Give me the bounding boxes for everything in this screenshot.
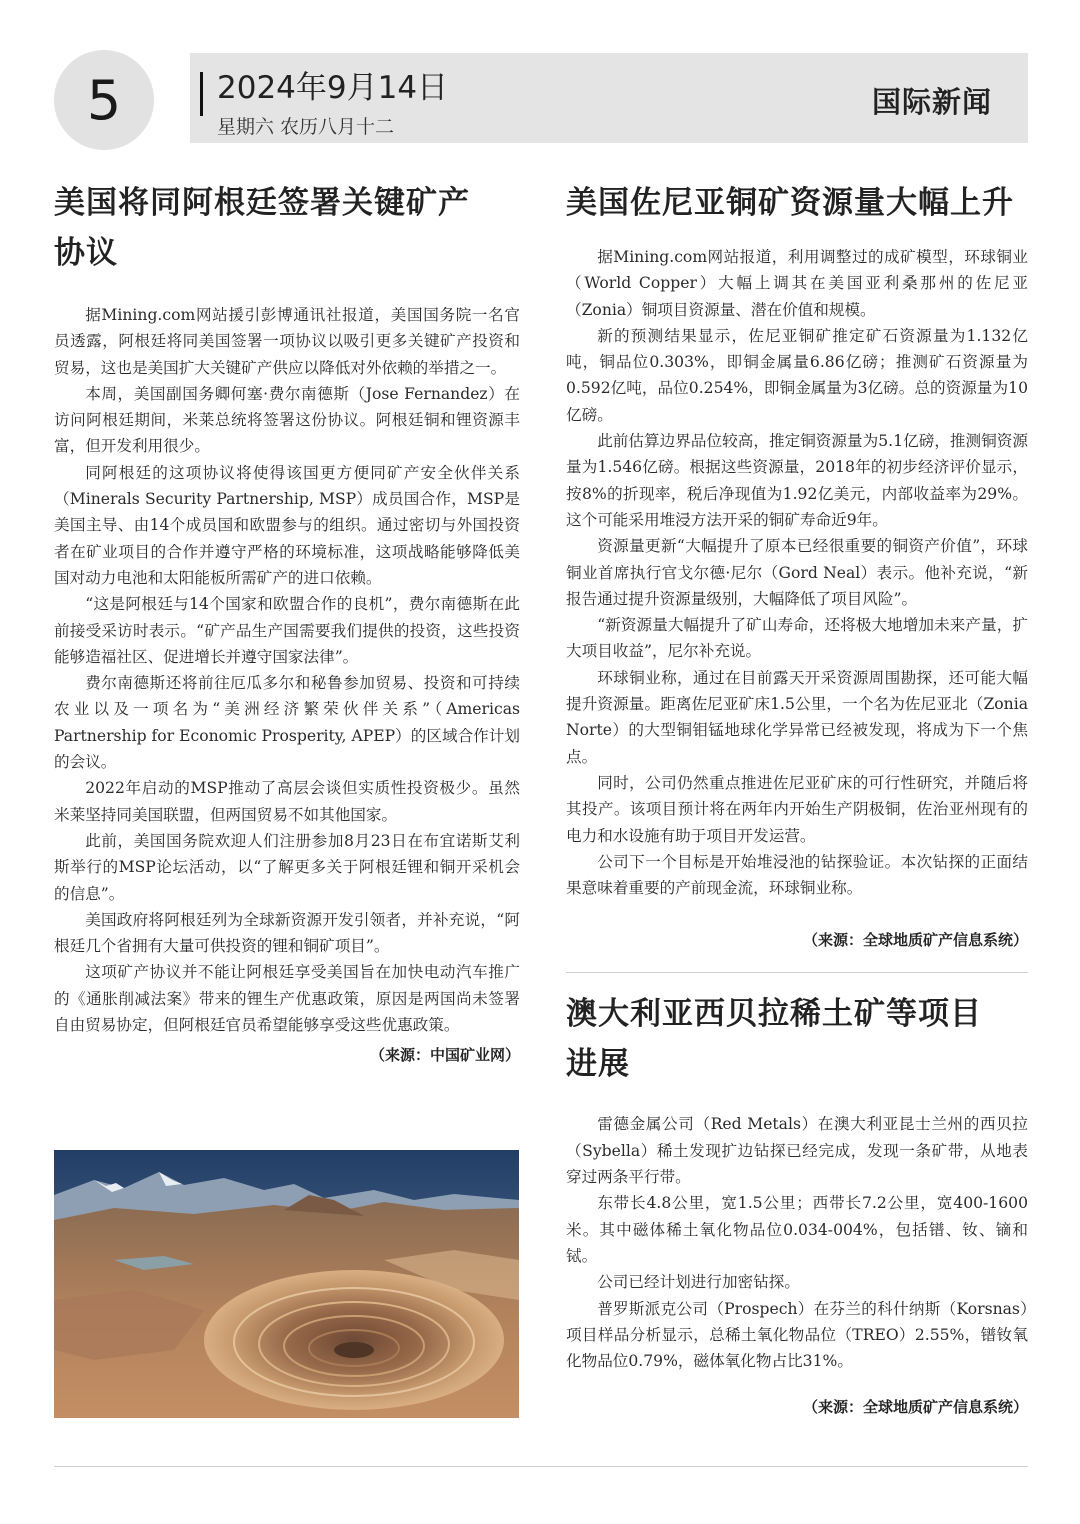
open-pit-mine-photo: [54, 1150, 519, 1418]
paragraph: 2022年启动的MSP推动了高层会谈但实质性投资极少。虽然米莱坚持同美国联盟，但两国贸易不如其他国家。: [54, 779, 520, 824]
paragraph: 此前，美国国务院欢迎人们注册参加8月23日在布宜诺斯艾利斯举行的MSP论坛活动，以“了解更多关于阿根廷锂和铜开采机会的信息”。: [54, 831, 520, 903]
article-column-right: [566, 178, 1028, 1417]
title-line-1: 美国将同阿根廷签署关键矿产: [54, 185, 470, 221]
title-line-1: 澳大利亚西贝拉稀土矿等项目: [566, 996, 982, 1033]
paragraph: 此前估算边界品位较高，推定铜资源量为5.1亿磅，推测铜资源量为1.546亿磅。根据这些资源量，2018年的初步经济评价显示，按8%的折现率，税后净现值为1.92亿美元，内部收益率为29%。这个可能采用堆浸方法开采的铜矿寿命近9年。: [566, 432, 1028, 529]
paragraph: 同阿根廷的这项协议将使得该国更方便同矿产安全伙伴关系（Minerals Security Partnership, MSP）成员国合作，MSP是美国主导、由14个成员国和欧盟参与的组织。通过密切与外国投资者在矿业项目的合作并遵守严格的环境标准，这项战略能够降低美国对动力电池和太阳能板所需矿产的进口依赖。: [54, 463, 520, 587]
paragraph: “新资源量大幅提升了矿山寿命，还将极大地增加未来产量，扩大项目收益”，尼尔补充说。: [566, 616, 1028, 661]
paragraph: 公司已经计划进行加密钻探。: [597, 1273, 800, 1292]
paragraph: 东带长4.8公里，宽1.5公里；西带长7.2公里，宽400-1600米。其中磁体稀土氧化物品位0.034-004%，包括镨、钕、镝和铽。: [566, 1194, 1028, 1265]
title-line-2: 进展: [566, 1046, 630, 1083]
paragraph: 费尔南德斯还将前往厄瓜多尔和秘鲁参加贸易、投资和可持续农业以及一项名为“美洲经济繁荣伙伴关系”（Americas Partnership for Economic Prosperity, APEP）的区域合作计划的会议。: [54, 674, 520, 772]
paragraph: 据Mining.com网站报道，利用调整过的成矿模型，环球铜业（World Copper）大幅上调其在美国亚利桑那州的佐尼亚（Zonia）铜项目资源量、潜在价值和规模。: [566, 248, 1028, 319]
title-line-2: 协议: [54, 235, 118, 271]
paragraph: 美国政府将阿根廷列为全球新资源开发引领者，并补充说，“阿根廷几个省拥有大量可供投资的锂和铜矿项目”。: [54, 910, 520, 956]
paragraph: 公司下一个目标是开始堆浸池的钻探验证。本次钻探的正面结果意味着重要的产前现金流，环球铜业称。: [566, 852, 1028, 898]
article-source: （来源：全球地质矿产信息系统）: [802, 931, 1028, 950]
weekday-lunar-date: 星期六 农历八月十二: [217, 116, 395, 138]
paragraph: 普罗斯派克公司（Prospech）在芬兰的科什纳斯（Korsnas）项目样品分析显示，总稀土氧化物品位（TREO）2.55%，镨钕氧化物品位0.79%，磁体氧化物占比31%。: [566, 1299, 1028, 1371]
footer-rule: [54, 1466, 1028, 1467]
paragraph: 雷德金属公司（Red Metals）在澳大利亚昆士兰州的西贝拉（Sybella）稀土发现扩边钻探已经完成，发现一条矿带，从地表穿过两条平行带。: [566, 1115, 1028, 1187]
section-title: 国际新闻: [871, 85, 992, 119]
paragraph: 这项矿产协议并不能让阿根廷享受美国旨在加快电动汽车推广的《通胀削减法案》带来的锂生产优惠政策，原因是两国尚未签署自由贸易协定，但阿根廷官员希望能够享受这些优惠政策。: [54, 963, 520, 1035]
article-sybella: [566, 989, 1028, 1417]
issue-date: 2024年9月14日: [217, 70, 449, 106]
paragraph: 新的预测结果显示，佐尼亚铜矿推定矿石资源量为1.132亿吨，铜品位0.303%，即铜金属量6.86亿磅；推测矿石资源量为0.592亿吨，品位0.254%，即铜金属量为3亿磅。总的资源量为10亿磅。: [566, 326, 1028, 424]
article-title: 美国佐尼亚铜矿资源量大幅上升: [566, 185, 1014, 221]
article-zonia: [566, 178, 1028, 950]
header-divider: [200, 72, 203, 116]
article-title: [566, 989, 1028, 1089]
paragraph: 据Mining.com网站援引彭博通讯社报道，美国国务院一名官员透露，阿根廷将同美国签署一项协议以吸引更多关键矿产投资和贸易，这也是美国扩大关键矿产供应以降低对外依赖的举措之一。: [54, 306, 520, 377]
paragraph: 同时，公司仍然重点推进佐尼亚矿床的可行性研究，并随后将其投产。该项目预计将在两年内开始生产阴极铜，佐治亚州现有的电力和水设施有助于项目开发运营。: [566, 773, 1028, 845]
page-number: 5: [54, 50, 154, 150]
article-title: [54, 178, 520, 278]
paragraph: 资源量更新“大幅提升了原本已经很重要的铜资产价值”，环球铜业首席执行官戈尔德·尼尔（Gord Neal）表示。他补充说，“新报告通过提升资源量级别，大幅降低了项目风险”。: [566, 537, 1028, 608]
paragraph: “这是阿根廷与14个国家和欧盟合作的良机”，费尔南德斯在此前接受采访时表示。“矿产品生产国需要我们提供的投资，这些投资能够造福社区、促进增长并遵守国家法律”。: [54, 595, 520, 666]
article-source: （来源：全球地质矿产信息系统）: [802, 1398, 1028, 1417]
article-source: （来源：中国矿业网）: [369, 1046, 520, 1065]
paragraph: 环球铜业称，通过在目前露天开采资源周围勘探，还可能大幅提升资源量。距离佐尼亚矿床1.5公里，一个名为佐尼亚北（Zonia Norte）的大型铜钼锰地球化学异常已经被发现，将成为下一个焦点。: [566, 668, 1028, 766]
article-argentina: [54, 178, 520, 1065]
paragraph: 本周，美国副国务卿何塞·费尔南德斯（Jose Fernandez）在访问阿根廷期间，米莱总统将签署这份协议。阿根廷铜和锂资源丰富，但开发利用很少。: [54, 384, 520, 456]
